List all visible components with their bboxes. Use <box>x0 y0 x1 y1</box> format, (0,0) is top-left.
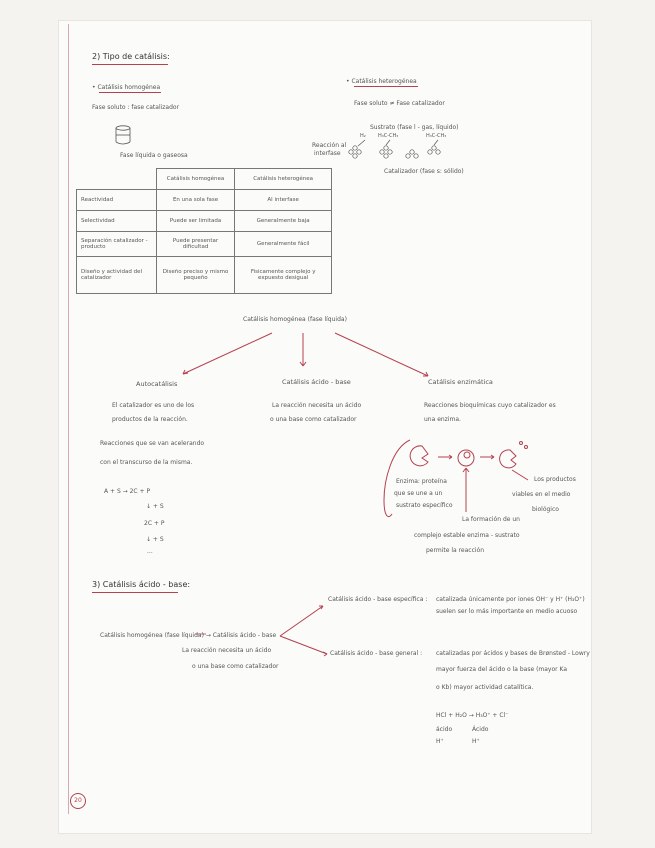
s3-equation: HCl + H₂O → H₃O⁺ + Cl⁻ <box>436 712 509 719</box>
auto-line-4: con el transcurso de la misma. <box>100 459 193 466</box>
auto-eq-2: ↓ + S <box>146 503 164 510</box>
enz-right-2: viables en el medio <box>512 491 571 498</box>
molecule-label-2: H₃C-CH₃ <box>378 133 399 139</box>
heterog-soluto: Sustrato (fase l - gas, líquido) <box>370 124 459 131</box>
beaker-icon <box>116 126 130 144</box>
enz-line-1: Reacciones bioquímicas cuyo catalizador es <box>424 402 556 409</box>
s3-eq-a: ácido <box>436 726 453 733</box>
heterog-catal: Catalizador (fase s: sólido) <box>384 168 464 175</box>
table-cell: Generalmente fácil <box>235 232 332 257</box>
enz-mid-1: La formación de un <box>462 516 520 523</box>
section-3-branches <box>280 606 327 656</box>
s3-gen-2: mayor fuerza del ácido o la base (mayor Ka <box>436 666 568 673</box>
table-cell: Generalmente baja <box>235 211 332 232</box>
s3-esp-label: Catálisis ácido - base específica : <box>328 596 428 603</box>
acid-title: Catálisis ácido - base <box>282 378 351 386</box>
section-2-underline <box>92 64 168 65</box>
heterog-reac-2: interfase <box>314 150 341 157</box>
table-cell: Reactividad <box>77 190 157 211</box>
table-cell: Al interfase <box>235 190 332 211</box>
heterog-underline <box>354 86 418 87</box>
tree-arrows <box>183 333 428 376</box>
table-row <box>77 190 332 211</box>
table-cell: Selectividad <box>77 211 157 232</box>
acid-line-2: o una base como catalizador <box>270 416 357 423</box>
heterog-reac-1: Reacción al <box>312 142 347 149</box>
auto-eq-4: ↓ + S <box>146 536 164 543</box>
s3-eq-b: Ácido <box>472 726 489 733</box>
table-header-row <box>77 169 332 190</box>
table-header-cell: Catálisis heterogénea <box>235 169 332 190</box>
section-2-title: 2) Tipo de catálisis: <box>92 52 170 61</box>
enz-right-3: biológico <box>532 506 559 513</box>
tree-root: Catálisis homogénea (fase líquida) <box>243 316 347 323</box>
s3-left-3: o una base como catalizador <box>192 663 279 670</box>
s3-left-2: La reacción necesita un ácido <box>182 647 272 654</box>
table-cell: Separación catalizador - producto <box>77 232 157 257</box>
s3-esp-1: catalizada únicamente por iones OH⁻ y H⁺ (H₃O⁺) <box>436 596 585 603</box>
heterog-label: • Catálisis heterogénea <box>346 78 417 85</box>
auto-line-2: productos de la reacción. <box>112 416 188 423</box>
molecule-label-3: H₃C-CH₃ <box>426 133 447 139</box>
homog-label: • Catálisis homogénea <box>92 84 161 91</box>
homog-fase: Fase soluto : fase catalizador <box>92 104 180 111</box>
homog-vessel-label: Fase líquida o gaseosa <box>120 152 188 159</box>
enz-right-1: Los productos <box>534 476 576 483</box>
s3-left-1: Catálisis homogénea (fase líquida) → Catálisis ácido - base <box>100 632 277 639</box>
auto-eq-5: ... <box>147 548 153 555</box>
molecule-label-1: H₂ <box>360 133 366 139</box>
s3-gen-1: catalizadas por ácidos y bases de Brønsted - Lowry <box>436 650 590 657</box>
table-cell: Fisicamente complejo y expuesto desigual <box>235 257 332 294</box>
table-cell: Puede ser limitada <box>156 211 234 232</box>
acid-line-1: La reacción necesita un ácido <box>272 402 362 409</box>
catalyst-particles-icon <box>349 140 440 158</box>
section-3-title: 3) Catálisis ácido - base: <box>92 580 191 589</box>
enz-mid-3: permite la reacción <box>426 547 485 554</box>
s3-gen-label: Catálisis ácido - base general : <box>330 650 423 657</box>
auto-eq-3: 2C + P <box>144 520 165 527</box>
homog-underline <box>99 92 161 93</box>
enz-side-1: Enzima: proteína <box>396 478 447 485</box>
auto-line-3: Reacciones que se van acelerando <box>100 440 205 447</box>
table-cell: Diseño preciso y mismo pequeño <box>156 257 234 294</box>
table-header-cell <box>77 169 157 190</box>
table-row <box>77 257 332 294</box>
heterog-fase: Fase soluto ≠ Fase catalizador <box>354 100 445 107</box>
s3-esp-2: suelen ser lo más importante en medio acuoso <box>436 608 578 615</box>
table-header-cell: Catálisis homogénea <box>156 169 234 190</box>
table-row <box>77 211 332 232</box>
enz-side-3: sustrato específico <box>396 502 453 509</box>
comparison-table <box>76 168 332 294</box>
page-number: 20 <box>70 793 86 809</box>
enz-mid-2: complejo estable enzima - sustrato <box>414 532 520 539</box>
enz-side-2: que se une a un <box>394 490 443 497</box>
s3-gen-3: o Kb) mayor actividad catalítica. <box>436 684 534 691</box>
enz-line-2: una enzima. <box>424 416 461 423</box>
auto-line-1: El catalizador es uno de los <box>112 402 195 409</box>
section-3-underline <box>92 592 178 593</box>
table-cell: Diseño y actividad del catalizador <box>77 257 157 294</box>
s3-eq-c: H⁺ <box>436 738 444 745</box>
table-cell: En una sola fase <box>156 190 234 211</box>
auto-eq-1: A + S → 2C + P <box>104 488 151 495</box>
auto-title: Autocatálisis <box>136 380 178 388</box>
table-cell: Puede presentar dificultad <box>156 232 234 257</box>
table-row <box>77 232 332 257</box>
enz-title: Catálisis enzimática <box>428 378 493 386</box>
s3-eq-d: H⁺ <box>472 738 480 745</box>
